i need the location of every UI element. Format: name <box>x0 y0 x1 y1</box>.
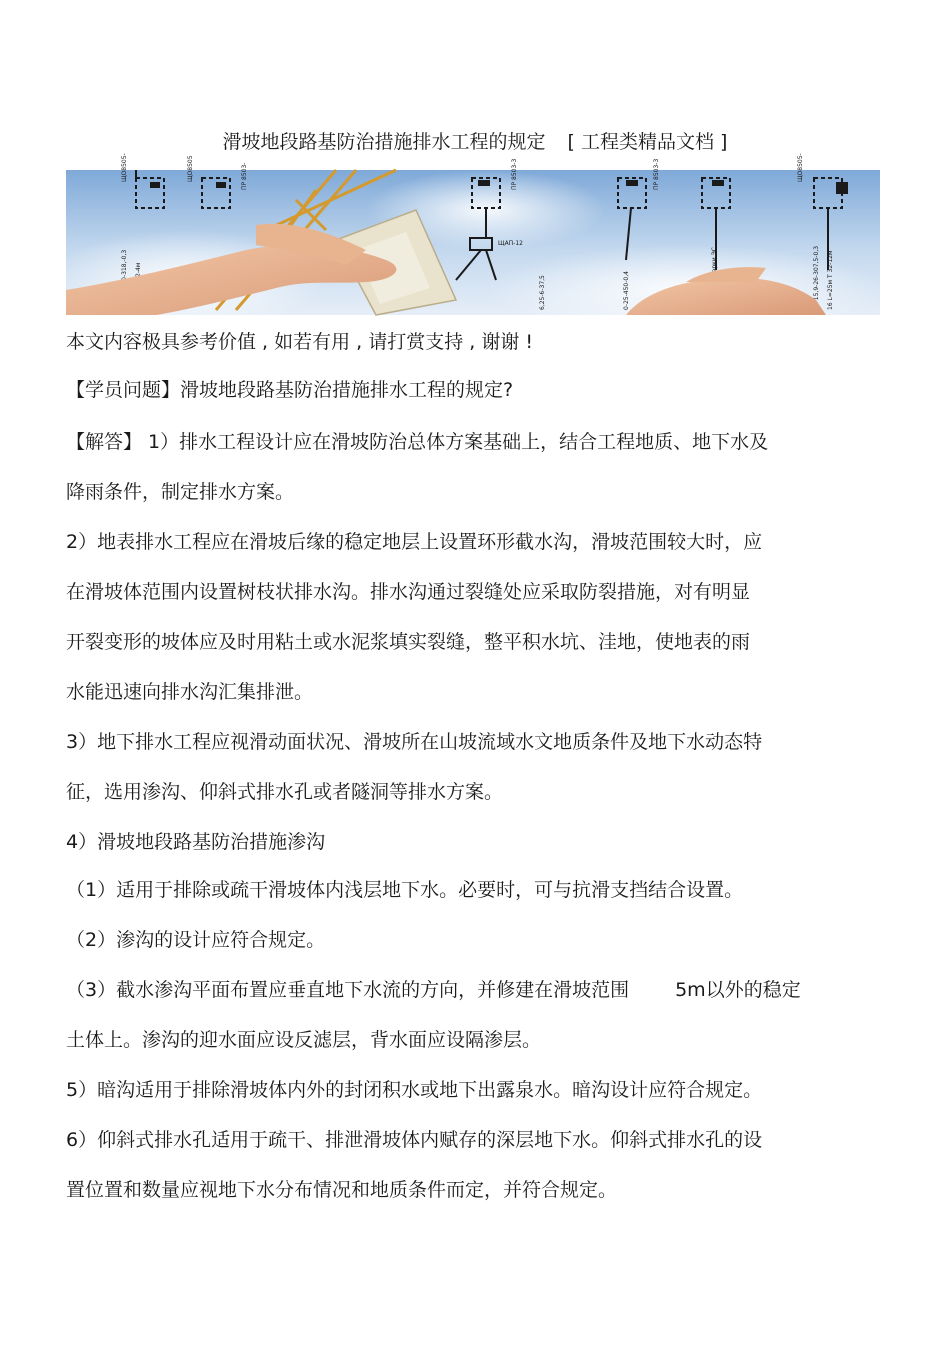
answer-line: 置位置和数量应视地下水分布情况和地质条件而定，并符合规定。 <box>66 1179 618 1201</box>
document-title <box>0 128 950 156</box>
schematic-label: 22-15,9-26-307,5-0,3 <box>813 245 820 310</box>
answer-line: 4）滑坡地段路基防治措施渗沟 <box>66 831 326 853</box>
answer-line-tail: 5m以外的稳定 <box>675 979 801 1001</box>
answer-line: 开裂变形的坡体应及时用粘土或水泥浆填实裂缝，整平积水坑、洼地，使地表的雨 <box>66 631 751 653</box>
title-tag: [ 工程类精品文档 ] <box>567 131 728 153</box>
answer-line: 6）仰斜式排水孔适用于疏干、排泄滑坡体内赋存的深层地下水。仰斜式排水孔的设 <box>66 1129 763 1151</box>
answer-line: （2）渗沟的设计应符合规定。 <box>66 929 326 951</box>
question-text: 【学员问题】滑坡地段路基防治措施排水工程的规定? <box>66 379 514 401</box>
banner-image <box>66 153 880 315</box>
answer-line: 土体上。渗沟的迎水面应设反滤层，背水面应设隔渗层。 <box>66 1029 542 1051</box>
schematic-label: ЩАП-12 <box>498 240 523 247</box>
title-main: 滑坡地段路基防治措施排水工程的规定 <box>222 131 546 153</box>
answer-line: 【解答】 1）排水工程设计应在滑坡防治总体方案基础上，结合工程地质、地下水及 <box>66 431 769 453</box>
schematic-label: ЩО8505- <box>797 153 804 182</box>
intro-text: 本文内容极具参考价值 , 如若有用 , 请打赏支持 , 谢谢 ! <box>66 331 534 353</box>
schematic-label: ПР 8503-3 <box>653 158 660 190</box>
schematic-label: ПР 8503-3 <box>511 158 518 190</box>
answer-line <box>66 976 801 1004</box>
answer-line: 在滑坡体范围内设置树枝状排水沟。排水沟通过裂缝处应采取防裂措施，对有明显 <box>66 581 751 603</box>
answer-line: 降雨条件，制定排水方案。 <box>66 481 295 503</box>
schematic-label: ЩО8505- <box>121 153 128 182</box>
schematic-label: ЩО8505 <box>187 155 194 182</box>
schematic-label: 0-25-450-0,4 <box>623 271 630 310</box>
answer-line: 5）暗沟适用于排除滑坡体内外的封闭积水或地下出露泉水。暗沟设计应符合规定。 <box>66 1079 763 1101</box>
answer-line: 征，选用渗沟、仰斜式排水孔或者隧洞等排水方案。 <box>66 781 504 803</box>
answer-line: 水能迅速向排水沟汇集排泄。 <box>66 681 314 703</box>
schematic-label: 6,25-6-37,5 <box>539 275 546 310</box>
answer-line: 2）地表排水工程应在滑坡后缘的稳定地层上设置环形截水沟，滑坡范围较大时，应 <box>66 531 763 553</box>
answer-line: 3）地下排水工程应视滑动面状况、滑坡所在山坡流域水文地质条件及地下水动态特 <box>66 731 763 753</box>
schematic-label: ПР 8503- <box>241 162 248 190</box>
answer-line: （1）适用于排除或疏干滑坡体内浅层地下水。必要时，可与抗滑支挡结合设置。 <box>66 879 744 901</box>
answer-line-head: （3）截水渗沟平面布置应垂直地下水流的方向，并修建在滑坡范围 <box>66 979 630 1001</box>
schematic-label: 16 L=25м Т 32-12м <box>827 250 834 310</box>
